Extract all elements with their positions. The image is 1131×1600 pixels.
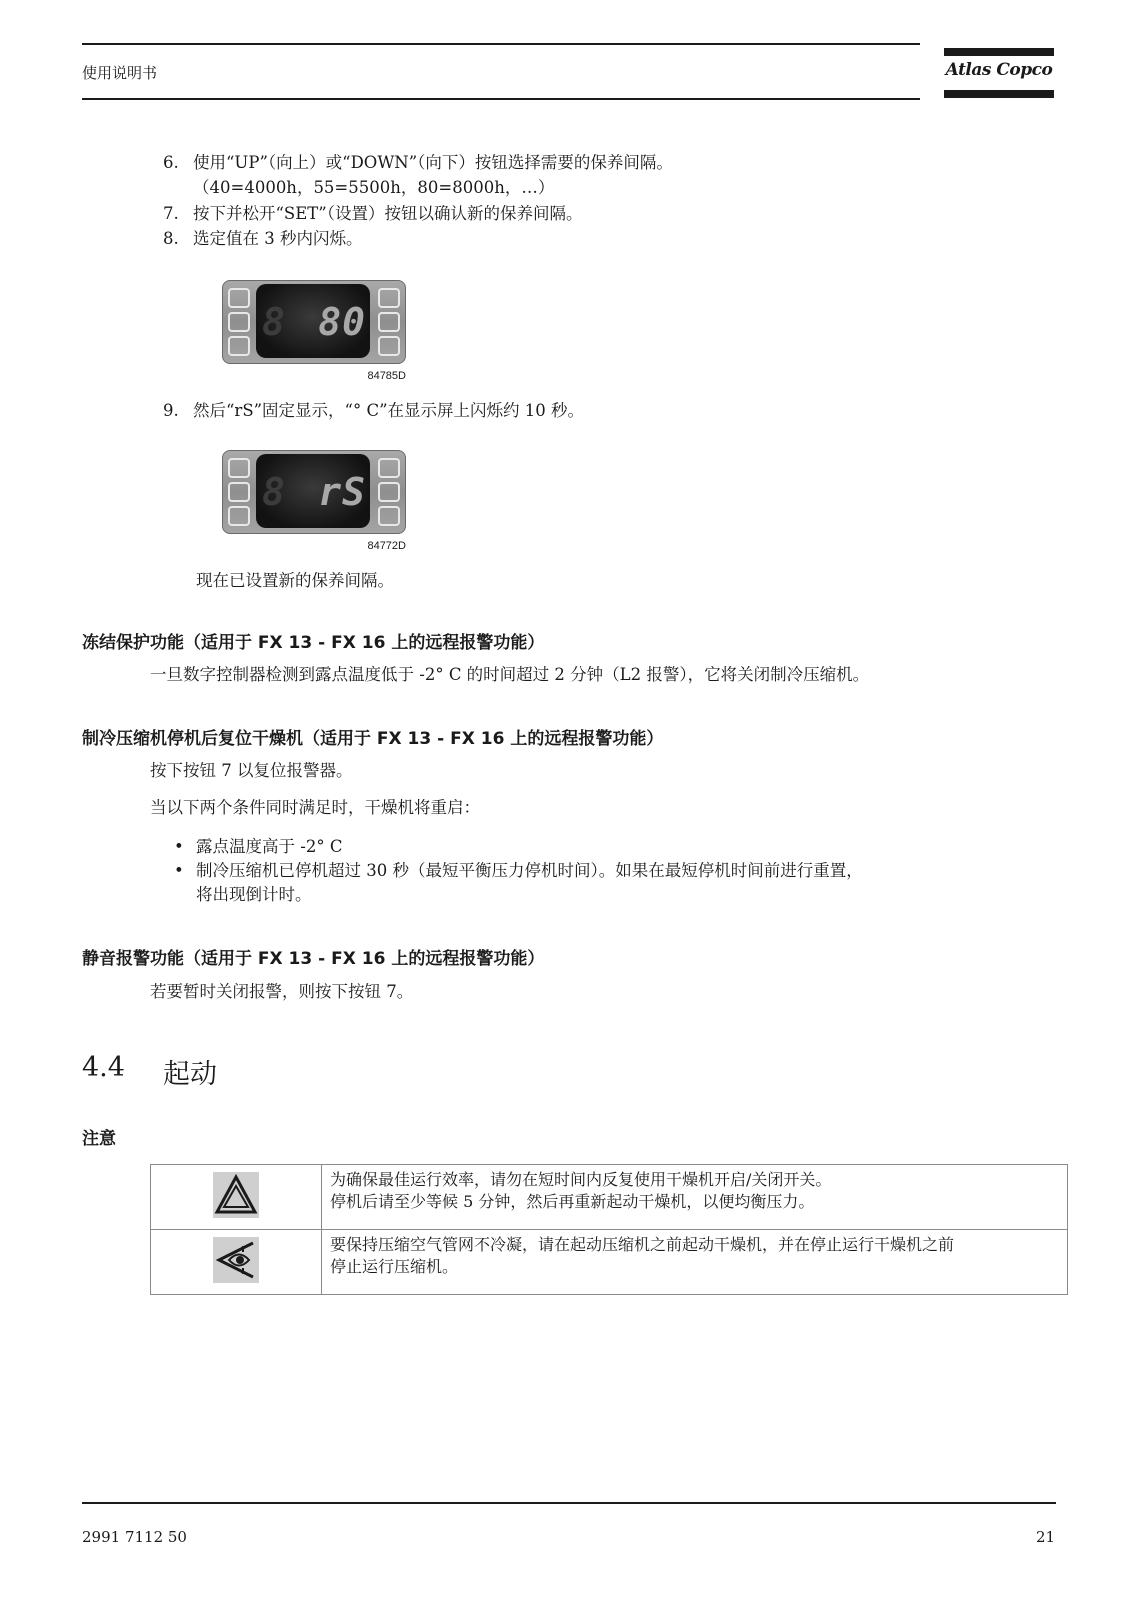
page-number: 21 (1036, 1528, 1056, 1546)
step-number: 9. (163, 401, 179, 420)
step-text: 使用“UP”（向上）或“DOWN”（向下）按钮选择需要的保养间隔。 (193, 153, 673, 172)
document-number: 2991 7112 50 (82, 1528, 187, 1546)
notice-row (151, 1230, 1068, 1295)
header-title: 使用说明书 (82, 64, 158, 82)
notice-line: 要保持压缩空气管网不冷凝，请在起动压缩机之前起动干燥机，并在停止运行干燥机之前 (330, 1235, 955, 1254)
step-text: 然后“rS”固定显示，“° C”在显示屏上闪烁约 10 秒。 (193, 401, 585, 420)
notice-line: 停止运行压缩机。 (330, 1257, 459, 1276)
bullet-2-line-1: 制冷压缩机已停机超过 30 秒（最短平衡压力停机时间）。如果在最短停机时间前进行重置， (196, 861, 863, 880)
eye-attention-icon (213, 1237, 259, 1283)
step-text: （40=4000h，55=5500h，80=8000h，…） (193, 178, 555, 197)
notice-table (150, 1164, 1068, 1295)
heading-freeze-protection: 冻结保护功能（适用于 FX 13 - FX 16 上的远程报警功能） (82, 633, 545, 653)
step-9 (163, 400, 584, 422)
notice-line: 为确保最佳运行效率，请勿在短时间内反复使用干燥机开启/关闭开关。 (330, 1170, 832, 1189)
controller-key (228, 312, 250, 332)
step-text: 按下并松开“SET”（设置）按钮以确认新的保养间隔。 (193, 204, 583, 223)
controller-key (378, 312, 400, 332)
controller-figure-1 (222, 280, 406, 382)
step-number: 7. (163, 204, 179, 223)
controller-key (378, 482, 400, 502)
notice-text-cell (322, 1165, 1068, 1230)
controller-key (228, 506, 250, 526)
controller-key (228, 458, 250, 478)
step-number: 8. (163, 229, 179, 248)
display-value: rS (318, 470, 366, 514)
controller-key (228, 482, 250, 502)
heading-mute-alarm: 静音报警功能（适用于 FX 13 - FX 16 上的远程报警功能） (82, 949, 545, 969)
notice-icon-cell (151, 1230, 322, 1295)
header-rule-bottom (82, 98, 920, 100)
step-6-values (163, 177, 554, 199)
controller-display: 8 80 (256, 284, 370, 358)
section-title: 起动 (163, 1059, 217, 1090)
step-number: 6. (163, 153, 179, 172)
step-7 (163, 203, 582, 225)
controller-key (378, 336, 400, 356)
bullet-2-line-2: 将出现倒计时。 (196, 885, 312, 904)
step-6 (163, 152, 673, 174)
freeze-protection-text: 一旦数字控制器检测到露点温度低于 -2° C 的时间超过 2 分钟（L2 报警），它将关闭制冷压缩机。 (150, 665, 870, 684)
bullet-1: 露点温度高于 -2° C (196, 837, 343, 856)
controller-key (378, 288, 400, 308)
notice-text-cell (322, 1230, 1068, 1295)
footer-rule (82, 1502, 1056, 1504)
notice-icon-cell (151, 1165, 322, 1230)
bullet-dot: • (174, 837, 184, 856)
step-8 (163, 228, 363, 250)
figure-code: 84772D (367, 540, 406, 552)
brand-logo (944, 44, 1054, 102)
reset-text-2: 当以下两个条件同时满足时，干燥机将重启： (150, 798, 480, 817)
header-rule-top (82, 43, 920, 45)
notice-row (151, 1165, 1068, 1230)
controller-key (378, 458, 400, 478)
controller-key (228, 288, 250, 308)
step-text: 选定值在 3 秒内闪烁。 (193, 229, 363, 248)
reset-text-1: 按下按钮 7 以复位报警器。 (150, 761, 353, 780)
notice-line: 停机后请至少等候 5 分钟，然后再重新起动干燥机，以便均衡压力。 (330, 1192, 815, 1211)
section-number: 4.4 (82, 1052, 125, 1083)
confirmation-text: 现在已设置新的保养间隔。 (196, 571, 394, 590)
notice-heading: 注意 (82, 1129, 116, 1149)
heading-reset-dryer: 制冷压缩机停机后复位干燥机（适用于 FX 13 - FX 16 上的远程报警功能） (82, 729, 664, 749)
mute-alarm-text: 若要暂时关闭报警，则按下按钮 7。 (150, 982, 414, 1001)
warning-triangle-icon (213, 1172, 259, 1218)
display-value: 80 (318, 300, 366, 344)
controller-key (228, 336, 250, 356)
figure-code: 84785D (367, 370, 406, 382)
brand-logo-text: Atlas Copco (945, 60, 1053, 80)
controller-key (378, 506, 400, 526)
controller-display: 8 rS (256, 454, 370, 528)
bullet-dot: • (174, 861, 184, 880)
controller-figure-2 (222, 450, 406, 552)
